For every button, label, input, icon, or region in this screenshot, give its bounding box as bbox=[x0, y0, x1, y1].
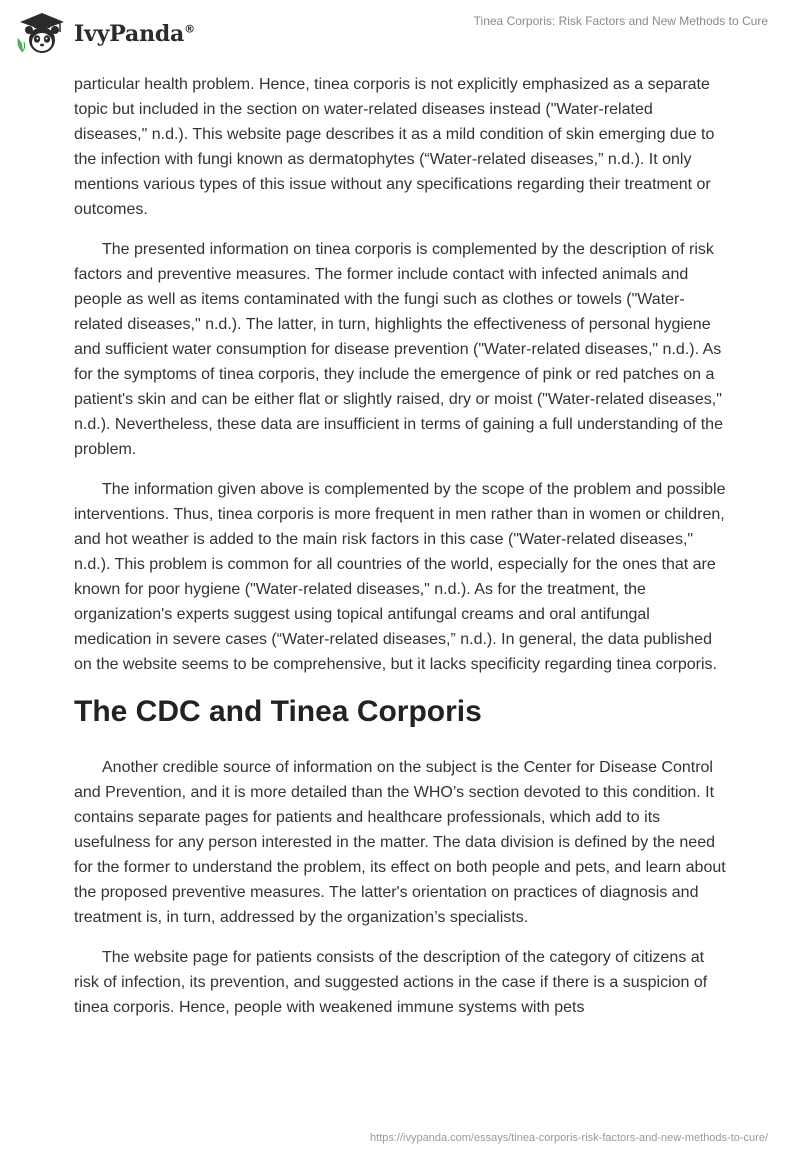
brand-name-text: IvyPanda bbox=[74, 21, 185, 47]
brand-name bbox=[74, 21, 195, 47]
paragraph: The information given above is complemented by the scope of the problem and possible interventions. Thus, tinea corporis is more frequent in men rather than in women or children, and hot weather is added to the main risk factors in this case ("Water-related diseases," n.d.). This problem is common for all countries of the world, especially for the ones that are known for poor hygiene ("Water-related diseases," n.d.). As for the treatment, the organization's experts suggest using topical antifungal creams and oral antifungal medication in severe cases (“Water-related diseases,” n.d.). In general, the data published on the website seems to be comprehensive, but it lacks specificity regarding tinea corporis. bbox=[74, 481, 726, 673]
paragraph-continued: particular health problem. Hence, tinea corporis is not explicitly emphasized as a separate topic but included in the section on water-related diseases instead ("Water-related diseases," n.d.). This website page describes it as a mild condition of skin emerging due to the infection with fungi known as dermatophytes (“Water-related diseases,” n.d.). It only mentions various types of this issue without any specifications regarding their treatment or outcomes. bbox=[74, 76, 715, 218]
section-heading: The CDC and Tinea Corporis bbox=[74, 695, 482, 728]
paragraph: The presented information on tinea corporis is complemented by the description of risk factors and preventive measures. The former include contact with infected animals and people as well as items contaminated with the fungi such as clothes or towels ("Water-related diseases," n.d.). The latter, in turn, highlights the effectiveness of personal hygiene and sufficient water consumption for disease prevention ("Water-related diseases," n.d.). As for the symptoms of tinea corporis, they include the emergence of pink or red patches on a patient's skin and can be either flat or slightly raised, dry or moist ("Water-related diseases," n.d.). Nevertheless, these data are insufficient in terms of gaining a full understanding of the problem. bbox=[74, 241, 723, 458]
paragraph: Another credible source of information on the subject is the Center for Disease Control and Prevention, and it is more detailed than the WHO’s section devoted to this condition. It contains separate pages for patients and healthcare professionals, which add to its usefulness for any person interested in the matter. The data division is defined by the need for the former to understand the problem, its effect on both people and pets, and learn about the proposed preventive measures. The latter's orientation on practices of diagnosis and treatment is, in turn, addressed by the organization’s specialists. bbox=[74, 759, 726, 926]
paragraph: The website page for patients consists of the description of the category of citizens at risk of infection, its prevention, and suggested actions in the case if there is a suspicion of tinea corporis. Hence, people with weakened immune systems with pets bbox=[74, 949, 708, 1016]
registered-mark: ® bbox=[184, 22, 195, 36]
running-title: Tinea Corporis: Risk Factors and New Methods to Cure bbox=[473, 14, 768, 28]
source-url[interactable]: https://ivypanda.com/essays/tinea-corporis-risk-factors-and-new-methods-to-cure/ bbox=[370, 1132, 768, 1144]
page-header bbox=[0, 0, 800, 68]
essay-content bbox=[74, 72, 726, 1020]
panda-graduate-icon bbox=[14, 8, 70, 56]
brand-logo[interactable] bbox=[14, 8, 195, 56]
